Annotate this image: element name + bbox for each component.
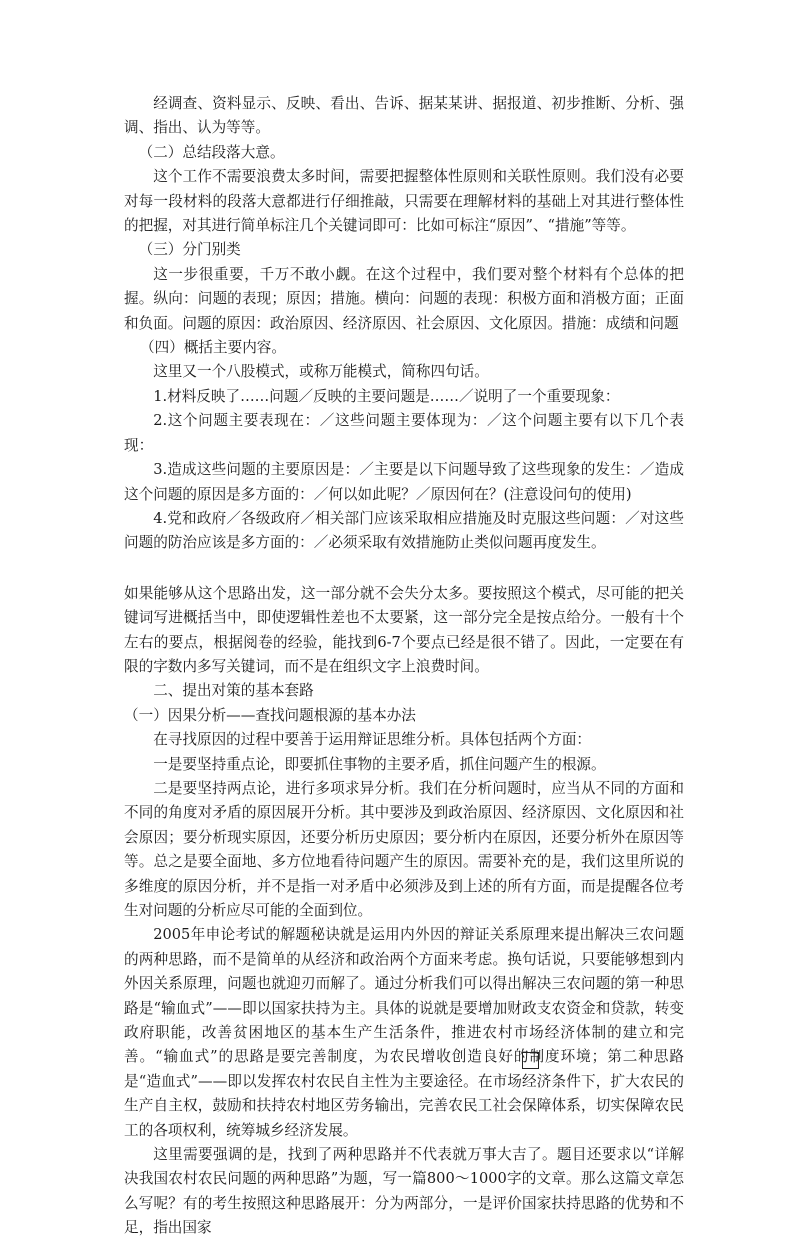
paragraph-dialectical-thinking: 在寻找原因的过程中要善于运用辩证思维分析。具体包括两个方面： — [153, 731, 592, 749]
paragraph-categorize: 这一步很重要，千万不敢小觑。在这个过程中，我们要对整个材料有个总体的把握。纵向：问题的表现；原因；措施。横向：问题的表现：积极方面和消极方面；正面和负面。问题的原因：政治原因、经济原因、社会原因、文化原因。措施：成绩和问题 — [124, 265, 684, 332]
paragraph-sentence-2: 2.这个问题主要表现在：／这些问题主要体现为：／这个问题主要有以下几个表现： — [124, 412, 684, 454]
paragraph-spacer — [124, 556, 684, 582]
paragraph-emphasis: 这里需要强调的是，找到了两种思路并不代表就万事大吉了。题目还要求以“详解决我国农村农民问题的两种思路”为题，写一篇800～1000字的文章。那么这篇文章怎么写呢？有的考生按照这种思路展开：分为两部分，一是评价国家扶持思路的优势和不足，指出国家 — [124, 1146, 684, 1237]
heading-summarize-paragraphs: （二）总结段落大意。 — [138, 143, 285, 161]
paragraph-eight-legged-mode: 这里又一个八股模式，或称万能模式，简称四句话。 — [153, 363, 489, 381]
heading-main-content: （四）概括主要内容。 — [140, 339, 286, 357]
heading-causal-analysis: （一）因果分析——查找问题根源的基本办法 — [124, 706, 416, 724]
paragraph-sentence-4: 4.党和政府／各级政府／相关部门应该采取相应措施及时克服这些问题：／对这些问题的防治应该是多方面的：／必须采取有效措施防止类似问题再度发生。 — [124, 509, 684, 552]
document-page — [124, 92, 684, 1241]
paragraph-sentence-3: 3.造成这些问题的主要原因是：／主要是以下问题导致了这些现象的发生：／造成这个问题的原因是多方面的：／何以如此呢？／原因何在？(注意设问句的使用) — [124, 461, 684, 503]
paragraph-two-point-theory: 二是要坚持两点论，进行多项求异分析。我们在分析问题时，应当从不同的方面和不同的角度对矛盾的原因展开分析。其中要涉及到政治原因、经济原因、文化原因和社会原因；要分析现实原因，还要分析历史原因；要分析内在原因，还要分析外在原因等等。总之是要全面地、多方位地看待问题产生的原因。需要补充的是，我们这里所说的多维度的原因分析，并不是指一对矛盾中必须涉及到上述的所有方面，而是提醒各位考生对问题的分析应尽可能的全面到位。 — [124, 779, 684, 919]
paragraph-sentence-1: 1.材料反映了……问题／反映的主要问题是……／说明了一个重要现象： — [153, 387, 620, 405]
paragraph-methods-list: 经调查、资料显示、反映、看出、告诉、据某某讲、据报道、初步推断、分析、强调、指出、认为等等。 — [124, 95, 684, 137]
heading-categorize: （三）分门别类 — [138, 241, 241, 259]
paragraph-keyword-advice: 如果能够从这个思路出发，这一部分就不会失分太多。要按照这个模式，尽可能的把关键词写进概括当中，即使逻辑性差也不太要紧，这一部分完全是按点给分。一般有十个左右的要点，根据阅卷的经验，能找到6-7个要点已经是很不错了。因此，一定要在有限的字数内多写关键词，而不是在组织文字上浪费时间。 — [124, 584, 684, 675]
paragraph-2005-exam: 2005年申论考试的解题秘诀就是运用内外因的辩证关系原理来提出解决三农问题的两种思路，而不是简单的从经济和政治两个方面来考虑。换句话说，只要能够想到内外因关系原理，问题也就迎刃而解了。通过分析我们可以得出解决三农问题的第一种思路是“输血式”——即以国家扶持为主。具体的说就是要增加财政支农资金和贷款，转变政府职能，改善贫困地区的基本生产生活条件，推进农村市场经济体制的建立和完善。“输血式”的思路是要完善制度，为农民增收创造良好的制度环境；第二种思路是“造血式”——即以发挥农村农民自主性为主要途径。在市场经济条件下，扩大农民的生产自主权，鼓励和扶持农村地区劳务输出，完善农民工社会保障体系，切实保障农民工的各项权利，统筹城乡经济发展。 — [124, 926, 684, 1139]
heading-countermeasures: 二、提出对策的基本套路 — [153, 682, 314, 700]
page-marker-box — [522, 1052, 539, 1069]
paragraph-summarize-principles: 这个工作不需要浪费太多时间，需要把握整体性原则和关联性原则。我们没有必要对每一段材料的段落大意都进行仔细推敲，只需要在理解材料的基础上对其进行整体性的把握，对其进行简单标注几个关键词即可：比如可标注“原因”、“措施”等等。 — [124, 168, 684, 235]
paragraph-key-point-theory: 一是要坚持重点论，即要抓住事物的主要矛盾，抓住问题产生的根源。 — [153, 755, 606, 773]
